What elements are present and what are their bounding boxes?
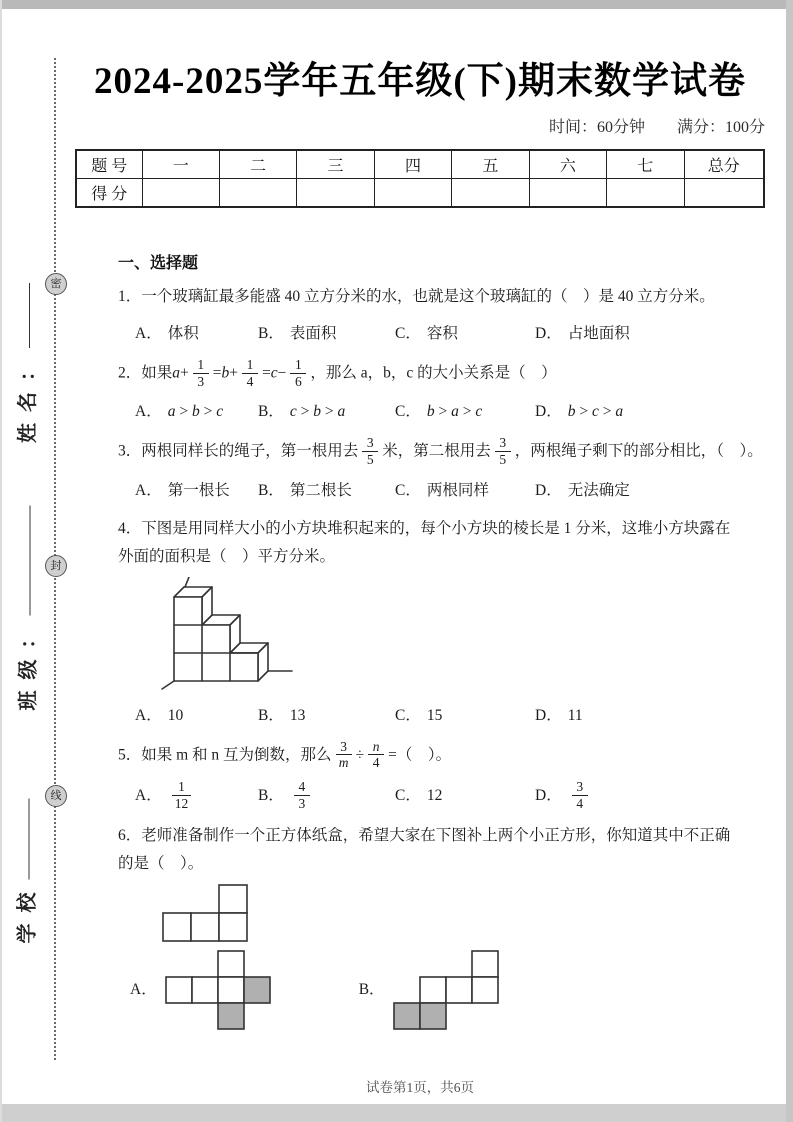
- option-b: B． c > b > a: [258, 403, 346, 421]
- header-cell-3: 三: [297, 150, 374, 179]
- page-title: 2024-2025学年五年级(下)期末数学试卷: [94, 61, 746, 102]
- option-b: B． 第二根长: [258, 482, 352, 500]
- option-b: B． 表面积: [258, 324, 337, 342]
- question-6-text: 6．老师准备制作一个正方体纸盒，希望大家在下图补上两个小正方形，你知道其中不正确 的是（ ）。: [118, 826, 731, 872]
- exam-content: [75, 0, 765, 1030]
- option-c: C． 15: [395, 706, 443, 724]
- header-cell-tihao: 题 号: [76, 150, 142, 179]
- score-cell: [452, 179, 529, 208]
- question-3-text: 3．两根同样长的绳子，第一根用去 $\frac{3}{5}$ 米，第二根用去 $\frac{3}{5}$ ，两根绳子剩下的部分相比，（ ）。: [118, 435, 763, 468]
- header-cell-4: 四: [374, 150, 451, 179]
- option-d: D． 11: [535, 706, 583, 724]
- option-d: D． $\frac{3}{4}$: [535, 780, 765, 812]
- cube-stack-drawing: [160, 577, 296, 693]
- question-5-options: [135, 780, 765, 812]
- option-d: D． b > c > a: [535, 403, 624, 421]
- header-cell-6: 六: [529, 150, 606, 179]
- scan-edge-left: [0, 0, 2, 1122]
- option-a-label: A．: [130, 980, 157, 998]
- seal-char-mi: 密: [45, 273, 67, 295]
- question-1-text: 1．一个玻璃缸最多能盛 40 立方分米的水，也就是这个玻璃缸的（ ）是 40 立方分米。: [118, 288, 715, 305]
- question-5: [118, 740, 765, 812]
- page-footer: 试卷第1页，共6页: [366, 1080, 474, 1095]
- net-option-a-figure: [165, 950, 271, 1030]
- option-a: A． a > b > c: [135, 403, 224, 421]
- seal-char-feng: 封: [45, 555, 67, 577]
- header-cell-2: 二: [219, 150, 296, 179]
- question-6-figure-options: [130, 950, 765, 1030]
- question-4: [118, 515, 765, 730]
- net-option-b-figure: [393, 950, 499, 1030]
- header-cell-7: 七: [607, 150, 684, 179]
- score-cell: [684, 179, 764, 208]
- school-label: 学校: [16, 881, 38, 944]
- option-c: C． 容积: [395, 324, 458, 342]
- header-cell-total: 总分: [684, 150, 764, 179]
- seal-char-xian: 线: [45, 785, 67, 807]
- question-1-options: [135, 320, 765, 348]
- question-4-text: 4．下图是用同样大小的小方块堆积起来的，每个小方块的棱长是 1 分米，这堆小方块露在 外面的面积是（ ）平方分米。: [118, 519, 731, 565]
- question-4-options: [135, 702, 765, 730]
- question-3: [118, 436, 765, 505]
- net-incomplete-drawing: [162, 884, 248, 942]
- net-incomplete-figure: [162, 884, 765, 942]
- option-c: C． b > a > c: [395, 403, 483, 421]
- school-field: [12, 799, 38, 944]
- question-3-options: [135, 477, 765, 505]
- score-cell: [219, 179, 296, 208]
- section-heading: 一、选择题: [118, 255, 199, 272]
- score-cell: [529, 179, 606, 208]
- option-b: B． $\frac{4}{3}$: [258, 780, 395, 812]
- option-c: C． 12: [395, 787, 443, 805]
- score-cell: [297, 179, 374, 208]
- score-table-score-row: [76, 179, 764, 208]
- scan-edge-right: [786, 0, 793, 1122]
- cube-stack-figure: [160, 577, 765, 693]
- score-cell: [142, 179, 219, 208]
- school-blank-line: [28, 799, 30, 880]
- exam-meta: [75, 114, 765, 137]
- class-field: [13, 506, 39, 711]
- option-d: D． 占地面积: [535, 324, 630, 342]
- score-cell: [607, 179, 684, 208]
- score-cell: [374, 179, 451, 208]
- question-6: [118, 822, 765, 1030]
- option-a: A． 10: [135, 706, 184, 724]
- score-table-header-row: [76, 150, 764, 179]
- name-field: [12, 283, 38, 443]
- option-d: D． 无法确定: [535, 482, 630, 500]
- question-2-text: 2．如果a+ $\frac{1}{3}$ =b+ $\frac{1}{4}$ =c− $\frac{1}{6}$ ，那么 a，b，c 的大小关系是（ ）: [118, 356, 557, 389]
- option-a: A． 第一根长: [135, 482, 230, 500]
- question-2: [118, 358, 765, 427]
- header-cell-5: 五: [452, 150, 529, 179]
- time-limit: 时间：60分钟: [548, 119, 645, 136]
- score-table: [75, 149, 765, 208]
- header-cell-1: 一: [142, 150, 219, 179]
- name-label: 姓名：: [16, 350, 39, 443]
- question-1: [118, 283, 765, 348]
- option-a: A． 体积: [135, 324, 199, 342]
- class-blank-line: [29, 506, 31, 616]
- question-2-options: [135, 398, 765, 426]
- option-c: C． 两根同样: [395, 482, 489, 500]
- scan-edge-bottom: [0, 1104, 793, 1122]
- option-a: A． $\frac{1}{12}$: [135, 780, 258, 812]
- full-score: 满分：100分: [676, 119, 765, 136]
- option-b-label: B．: [358, 980, 385, 998]
- name-blank-line: [28, 283, 30, 348]
- class-label: 班级：: [17, 617, 39, 711]
- option-b: B． 13: [258, 706, 306, 724]
- score-row-label: 得 分: [76, 179, 142, 208]
- question-5-text: 5．如果 m 和 n 互为倒数，那么 $\frac{3}{m}$ ÷ $\frac{n}{4}$ =（ ）。: [118, 738, 452, 771]
